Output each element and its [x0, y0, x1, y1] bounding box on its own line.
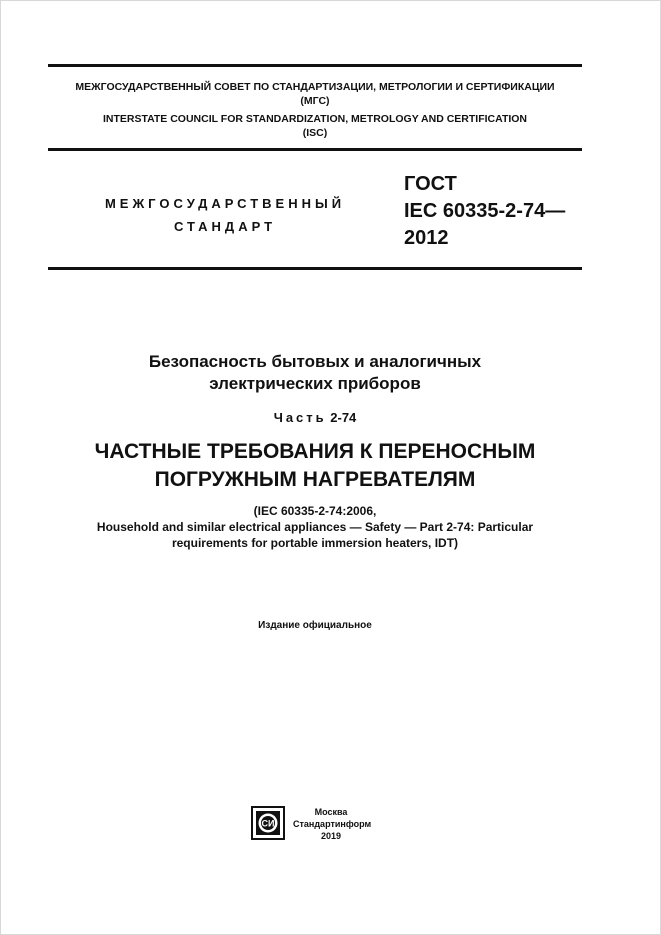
council-ru-abbr: (МГС) [300, 95, 330, 107]
middle-rule [48, 148, 582, 151]
publisher-city: Москва [314, 807, 348, 817]
council-ru-line: МЕЖГОСУДАРСТВЕННЫЙ СОВЕТ ПО СТАНДАРТИЗАЦИИ, МЕТРОЛОГИИ И СЕРТИФИКАЦИИ [75, 81, 555, 93]
council-en-line: INTERSTATE COUNCIL FOR STANDARDIZATION, METROLOGY AND CERTIFICATION [102, 113, 528, 125]
standartinform-logo-icon [251, 806, 285, 840]
standard-type-line1: МЕЖГОСУДАРСТВЕННЫЙ [104, 196, 346, 211]
edition-note: Издание официальное [258, 620, 372, 631]
publisher-block [293, 806, 372, 842]
document-subtitle: ЧАСТНЫЕ ТРЕБОВАНИЯ К ПЕРЕНОСНЫМ ПОГРУЖНЫМ НАГРЕВАТЕЛЯМ [94, 440, 536, 491]
document-title: Безопасность бытовых и аналогичных электрических приборов [148, 352, 482, 393]
bottom-rule [48, 267, 582, 270]
standard-type-line2: СТАНДАРТ [173, 219, 277, 234]
council-name-russian [48, 80, 582, 108]
standard-type-label [60, 192, 390, 238]
standard-designation: ГОСТ IEC 60335-2-74— 2012 [404, 173, 566, 249]
council-name-english [48, 112, 582, 140]
part-number: 2-74 [330, 410, 357, 425]
publisher-year: 2019 [320, 831, 342, 841]
logo-text: СИ [261, 818, 275, 829]
top-rule [48, 64, 582, 67]
council-en-abbr: (ISC) [302, 127, 328, 139]
part-word: Часть [273, 410, 327, 425]
publisher-name: Стандартинформ [293, 819, 372, 829]
part-label [48, 409, 582, 427]
iec-reference: (IEC 60335-2-74:2006, Household and similar electrical appliances — Safety — Part 2-74: Particular requirements for portable immersion heaters, IDT) [96, 504, 534, 550]
